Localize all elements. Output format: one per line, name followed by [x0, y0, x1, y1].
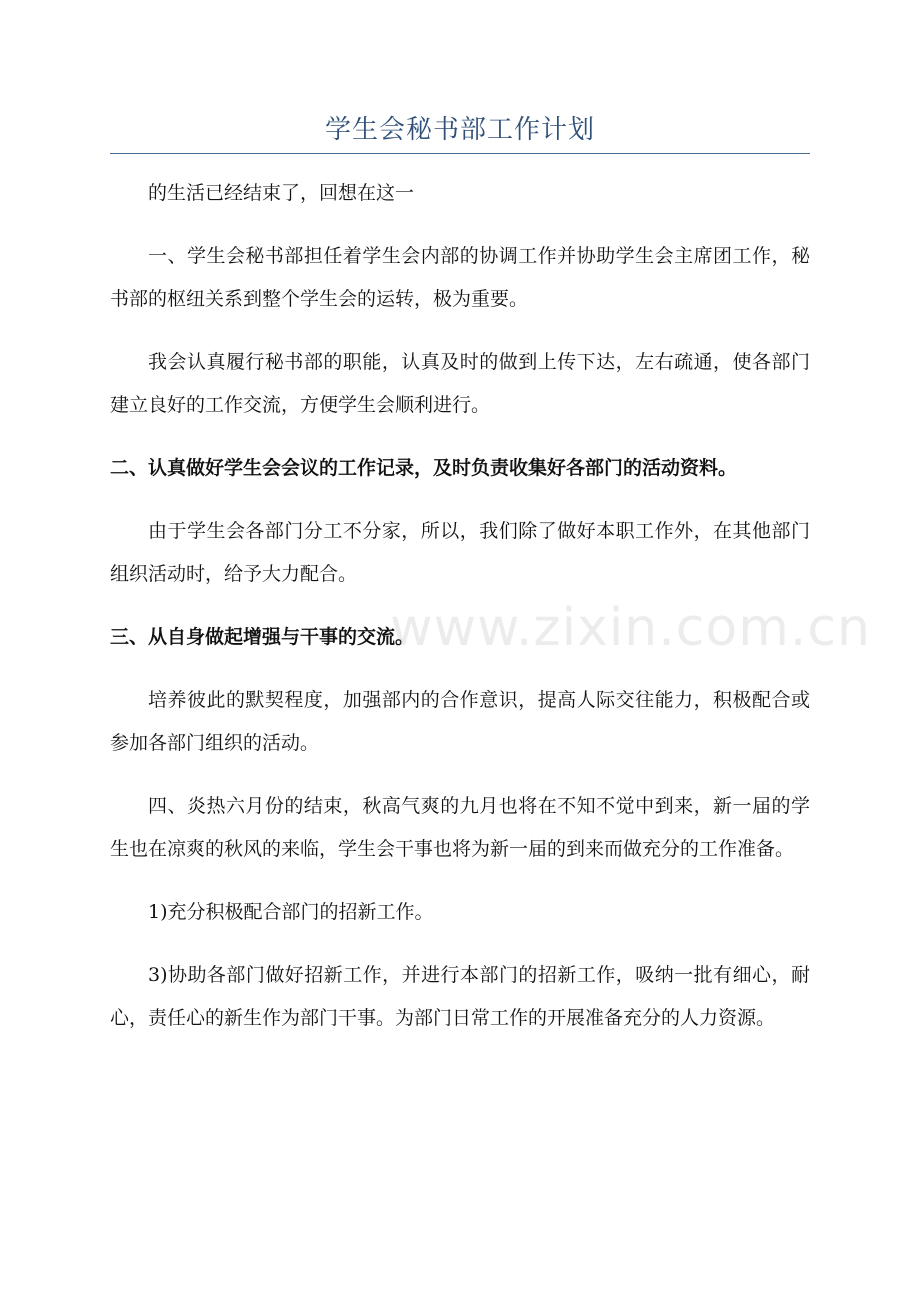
paragraph-section-2-detail: 由于学生会各部门分工不分家，所以，我们除了做好本职工作外，在其他部门组织活动时，给予大力配合。: [110, 520, 810, 585]
paragraph-intro: 的生活已经结束了，回想在这一: [148, 182, 415, 204]
paragraph-section-1: 一、学生会秘书部担任着学生会内部的协调工作并协助学生会主席团工作，秘书部的枢纽关系到整个学生会的运转，极为重要。: [110, 245, 810, 310]
watermark: www.zixin.com.cn: [390, 598, 871, 658]
paragraph-section-1-detail: 我会认真履行秘书部的职能，认真及时的做到上传下达，左右疏通，使各部门建立良好的工作交流，方便学生会顺利进行。: [110, 351, 810, 416]
paragraph-section-3-detail: 培养彼此的默契程度，加强部内的合作意识，提高人际交往能力，积极配合或参加各部门组织的活动。: [110, 689, 810, 754]
paragraph-item-1: 1)充分积极配合部门的招新工作。: [148, 901, 434, 923]
title-underline: [110, 153, 810, 154]
paragraph-section-4: 四、炎热六月份的结束，秋高气爽的九月也将在不知不觉中到来，新一届的学生也在凉爽的秋风的来临，学生会干事也将为新一届的到来而做充分的工作准备。: [110, 795, 810, 860]
document-body: [110, 172, 810, 1060]
document-title: 学生会秘书部工作计划: [324, 115, 595, 145]
heading-section-3: 三、从自身做起增强与干事的交流。: [110, 626, 415, 648]
paragraph-item-3: 3)协助各部门做好招新工作，并进行本部门的招新工作，吸纳一批有细心，耐心，责任心的新生作为部门干事。为部门日常工作的开展准备充分的人力资源。: [110, 964, 810, 1029]
heading-section-2: 二、认真做好学生会会议的工作记录，及时负责收集好各部门的活动资料。: [110, 457, 738, 479]
